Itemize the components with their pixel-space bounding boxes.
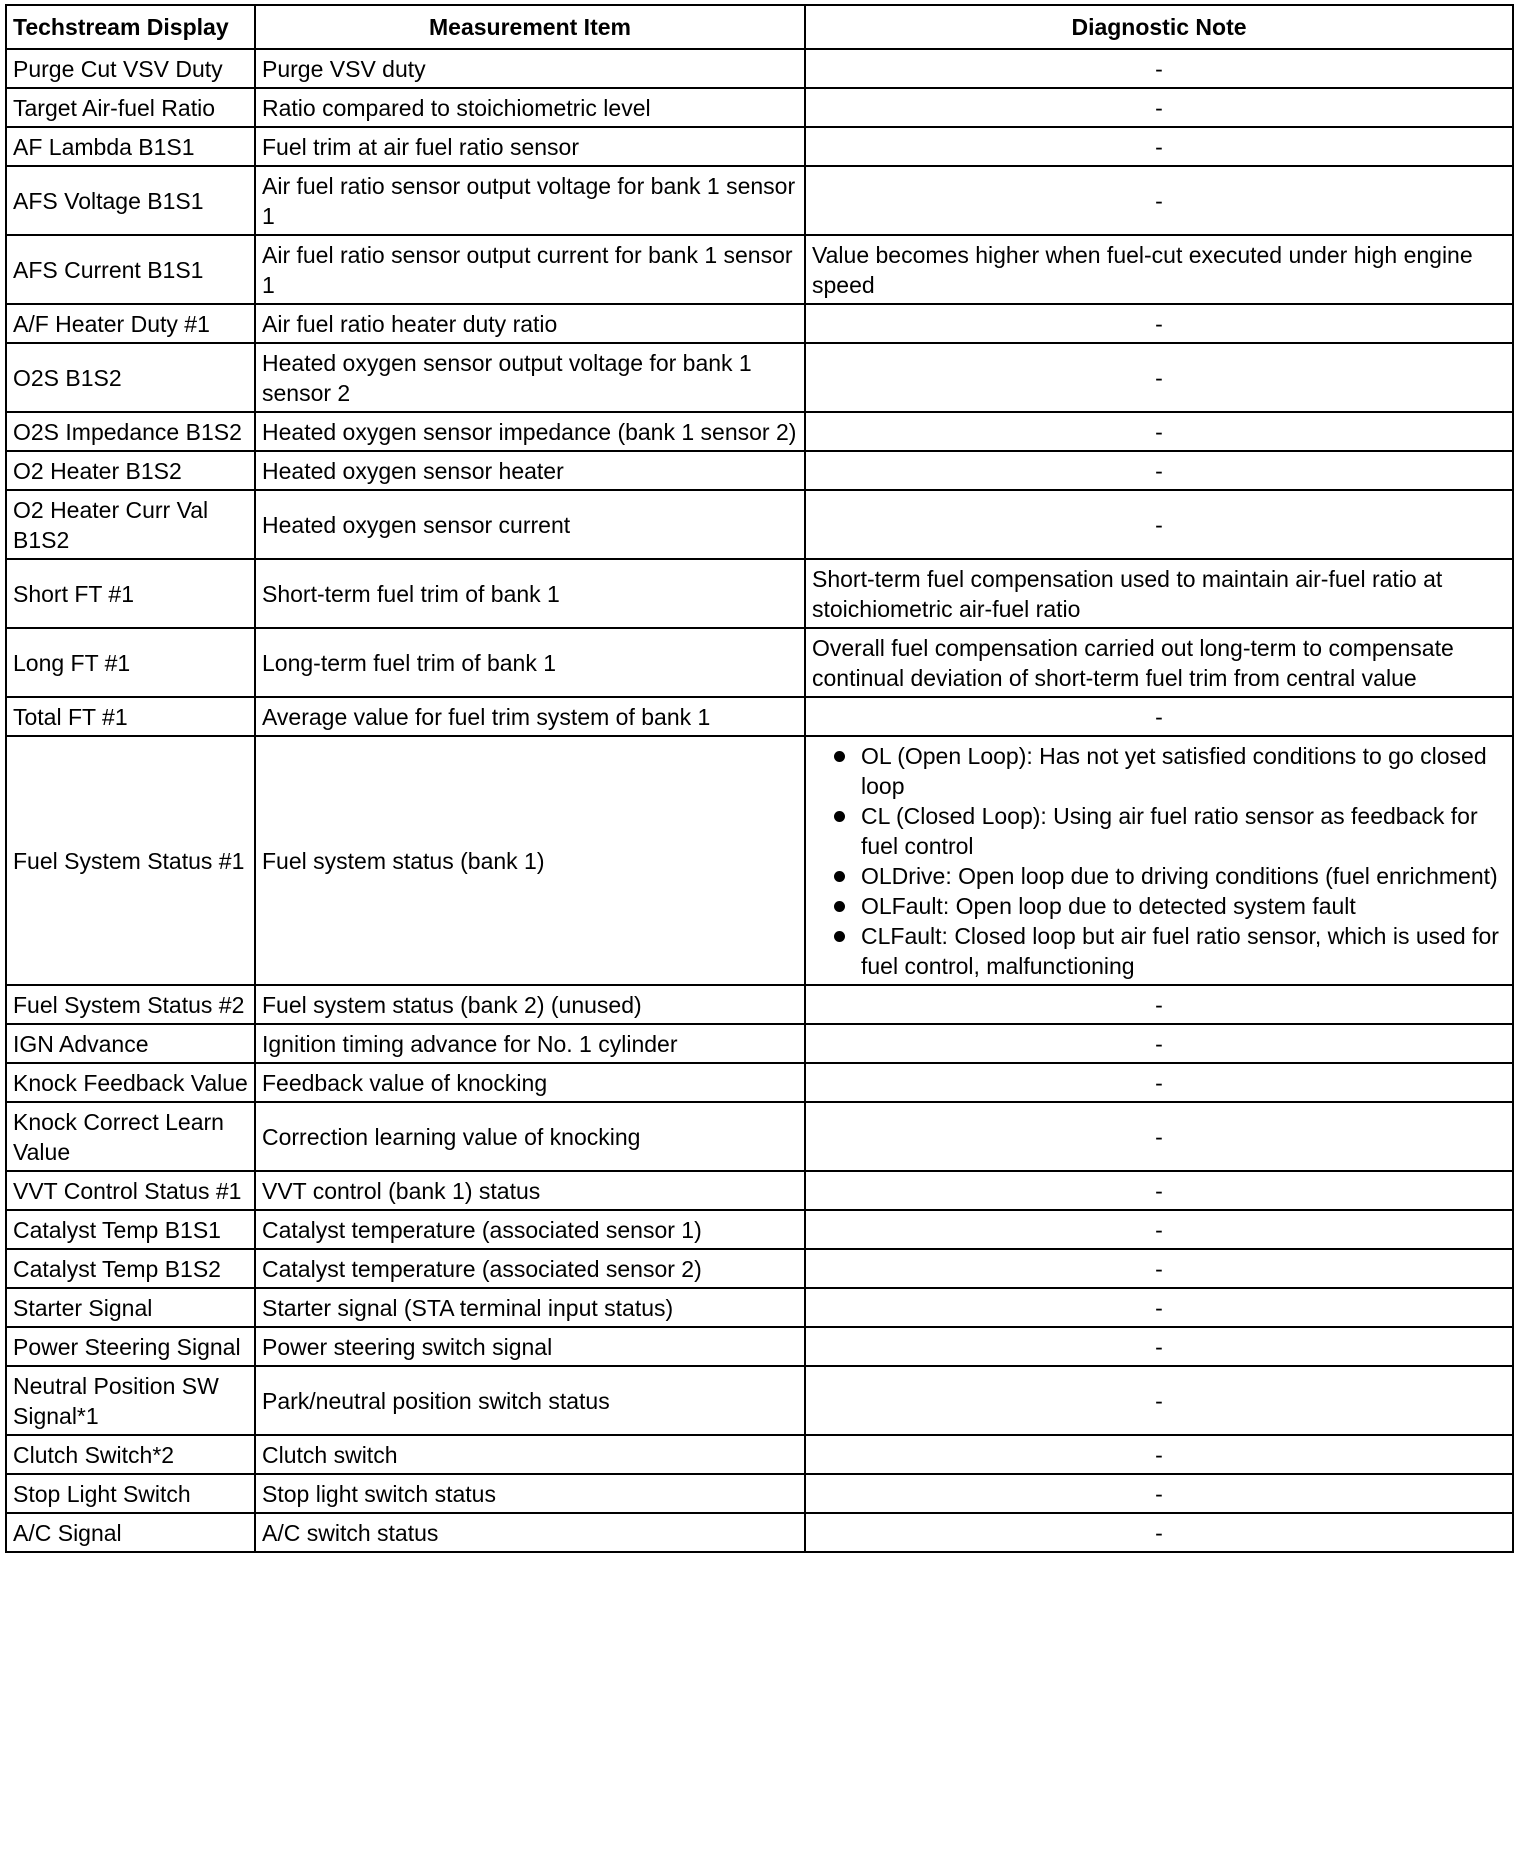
measurement-item-cell: Correction learning value of knocking bbox=[255, 1102, 805, 1171]
table-row bbox=[6, 1327, 1513, 1366]
table-row bbox=[6, 49, 1513, 88]
measurement-item-cell: Power steering switch signal bbox=[255, 1327, 805, 1366]
diagnostic-note-cell: - bbox=[805, 1327, 1513, 1366]
techstream-display-cell: Short FT #1 bbox=[6, 559, 255, 628]
diagnostic-note-cell: - bbox=[805, 1288, 1513, 1327]
measurement-item-cell: Fuel system status (bank 2) (unused) bbox=[255, 985, 805, 1024]
table-row bbox=[6, 736, 1513, 985]
techstream-display-cell: A/F Heater Duty #1 bbox=[6, 304, 255, 343]
table-row bbox=[6, 628, 1513, 697]
list-item-text: OLDrive: Open loop due to driving conditions (fuel enrichment) bbox=[861, 863, 1498, 889]
table-row bbox=[6, 985, 1513, 1024]
diagnostic-note-cell bbox=[805, 736, 1513, 985]
table-row bbox=[6, 451, 1513, 490]
measurement-item-cell: Heated oxygen sensor output voltage for bank 1 sensor 2 bbox=[255, 343, 805, 412]
list-item bbox=[812, 741, 1506, 801]
diagnostic-note-cell: - bbox=[805, 1063, 1513, 1102]
diagnostic-note-cell: - bbox=[805, 412, 1513, 451]
measurement-item-cell: Heated oxygen sensor heater bbox=[255, 451, 805, 490]
table-row bbox=[6, 1210, 1513, 1249]
techstream-display-cell: Knock Feedback Value bbox=[6, 1063, 255, 1102]
measurement-item-cell: Ignition timing advance for No. 1 cylinder bbox=[255, 1024, 805, 1063]
diagnostic-note-cell: - bbox=[805, 49, 1513, 88]
table-row bbox=[6, 1435, 1513, 1474]
list-item bbox=[812, 891, 1506, 921]
header-techstream-display: Techstream Display bbox=[6, 5, 255, 49]
diagnostic-note-cell: - bbox=[805, 1366, 1513, 1435]
techstream-display-cell: Catalyst Temp B1S2 bbox=[6, 1249, 255, 1288]
measurement-item-cell: Heated oxygen sensor current bbox=[255, 490, 805, 559]
bullet-icon bbox=[834, 901, 845, 912]
techstream-display-cell: Catalyst Temp B1S1 bbox=[6, 1210, 255, 1249]
measurement-item-cell: Clutch switch bbox=[255, 1435, 805, 1474]
list-item bbox=[812, 861, 1506, 891]
techstream-display-cell: IGN Advance bbox=[6, 1024, 255, 1063]
list-item-text: CLFault: Closed loop but air fuel ratio sensor, which is used for fuel control, malfunctioning bbox=[861, 923, 1499, 979]
diagnostic-note-cell: Short-term fuel compensation used to maintain air-fuel ratio at stoichiometric air-fuel ratio bbox=[805, 559, 1513, 628]
table-row bbox=[6, 1063, 1513, 1102]
measurement-item-cell: Average value for fuel trim system of bank 1 bbox=[255, 697, 805, 736]
diagnostic-note-cell: - bbox=[805, 1024, 1513, 1063]
measurement-item-cell: A/C switch status bbox=[255, 1513, 805, 1552]
measurement-item-cell: Fuel trim at air fuel ratio sensor bbox=[255, 127, 805, 166]
measurement-item-cell: Short-term fuel trim of bank 1 bbox=[255, 559, 805, 628]
table-row bbox=[6, 1366, 1513, 1435]
diagnostic-note-cell: - bbox=[805, 985, 1513, 1024]
techstream-display-cell: Clutch Switch*2 bbox=[6, 1435, 255, 1474]
techstream-display-cell: VVT Control Status #1 bbox=[6, 1171, 255, 1210]
measurement-item-cell: Feedback value of knocking bbox=[255, 1063, 805, 1102]
table-row bbox=[6, 1024, 1513, 1063]
table-header-row bbox=[6, 5, 1513, 49]
measurement-item-cell: Heated oxygen sensor impedance (bank 1 sensor 2) bbox=[255, 412, 805, 451]
table-row bbox=[6, 1288, 1513, 1327]
list-item bbox=[812, 921, 1506, 981]
diagnostic-note-cell: - bbox=[805, 1102, 1513, 1171]
list-item-text: CL (Closed Loop): Using air fuel ratio sensor as feedback for fuel control bbox=[861, 803, 1478, 859]
measurement-item-cell: Long-term fuel trim of bank 1 bbox=[255, 628, 805, 697]
table-row bbox=[6, 235, 1513, 304]
measurement-item-cell: Starter signal (STA terminal input status) bbox=[255, 1288, 805, 1327]
techstream-display-cell: Total FT #1 bbox=[6, 697, 255, 736]
table-row bbox=[6, 697, 1513, 736]
measurement-item-cell: Catalyst temperature (associated sensor 2) bbox=[255, 1249, 805, 1288]
measurement-item-cell: Ratio compared to stoichiometric level bbox=[255, 88, 805, 127]
techstream-display-cell: AF Lambda B1S1 bbox=[6, 127, 255, 166]
diagnostic-note-cell: - bbox=[805, 697, 1513, 736]
techstream-display-cell: AFS Current B1S1 bbox=[6, 235, 255, 304]
diagnostic-note-cell: - bbox=[805, 127, 1513, 166]
techstream-display-cell: Starter Signal bbox=[6, 1288, 255, 1327]
diagnostic-note-cell: - bbox=[805, 490, 1513, 559]
measurement-item-cell: Stop light switch status bbox=[255, 1474, 805, 1513]
techstream-display-cell: A/C Signal bbox=[6, 1513, 255, 1552]
header-diagnostic-note: Diagnostic Note bbox=[805, 5, 1513, 49]
techstream-display-cell: AFS Voltage B1S1 bbox=[6, 166, 255, 235]
table-row bbox=[6, 304, 1513, 343]
techstream-display-cell: Long FT #1 bbox=[6, 628, 255, 697]
table-row bbox=[6, 166, 1513, 235]
diagnostic-note-cell: - bbox=[805, 1210, 1513, 1249]
techstream-display-cell: O2S B1S2 bbox=[6, 343, 255, 412]
table-row bbox=[6, 1102, 1513, 1171]
bullet-icon bbox=[834, 871, 845, 882]
list-item-text: OLFault: Open loop due to detected system fault bbox=[861, 893, 1356, 919]
diagnostic-note-cell: - bbox=[805, 1171, 1513, 1210]
table-row bbox=[6, 88, 1513, 127]
measurement-item-cell: Fuel system status (bank 1) bbox=[255, 736, 805, 985]
bullet-icon bbox=[834, 931, 845, 942]
techstream-display-cell: O2S Impedance B1S2 bbox=[6, 412, 255, 451]
table-row bbox=[6, 490, 1513, 559]
fuel-status-list bbox=[812, 741, 1506, 981]
measurement-item-cell: Air fuel ratio sensor output voltage for bank 1 sensor 1 bbox=[255, 166, 805, 235]
measurement-item-cell: Air fuel ratio sensor output current for bank 1 sensor 1 bbox=[255, 235, 805, 304]
bullet-icon bbox=[834, 811, 845, 822]
diagnostic-note-cell: Value becomes higher when fuel-cut executed under high engine speed bbox=[805, 235, 1513, 304]
diagnostic-note-cell: - bbox=[805, 343, 1513, 412]
diagnostic-note-cell: - bbox=[805, 1249, 1513, 1288]
diagnostic-note-cell: Overall fuel compensation carried out long-term to compensate continual deviation of short-term fuel trim from central value bbox=[805, 628, 1513, 697]
techstream-display-cell: Stop Light Switch bbox=[6, 1474, 255, 1513]
table-row bbox=[6, 1171, 1513, 1210]
diagnostic-note-cell: - bbox=[805, 451, 1513, 490]
measurement-item-cell: Purge VSV duty bbox=[255, 49, 805, 88]
bullet-icon bbox=[834, 751, 845, 762]
diagnostic-note-cell: - bbox=[805, 88, 1513, 127]
techstream-display-cell: Target Air-fuel Ratio bbox=[6, 88, 255, 127]
table-row bbox=[6, 1249, 1513, 1288]
diagnostic-note-cell: - bbox=[805, 1435, 1513, 1474]
techstream-display-cell: Fuel System Status #2 bbox=[6, 985, 255, 1024]
measurement-item-cell: VVT control (bank 1) status bbox=[255, 1171, 805, 1210]
diagnostic-note-cell: - bbox=[805, 1474, 1513, 1513]
techstream-display-cell: Neutral Position SW Signal*1 bbox=[6, 1366, 255, 1435]
table-row bbox=[6, 343, 1513, 412]
table-row bbox=[6, 559, 1513, 628]
measurement-item-cell: Air fuel ratio heater duty ratio bbox=[255, 304, 805, 343]
diagnostic-note-cell: - bbox=[805, 166, 1513, 235]
list-item bbox=[812, 801, 1506, 861]
techstream-display-cell: O2 Heater Curr Val B1S2 bbox=[6, 490, 255, 559]
techstream-display-cell: Fuel System Status #1 bbox=[6, 736, 255, 985]
table-row bbox=[6, 127, 1513, 166]
techstream-display-cell: Purge Cut VSV Duty bbox=[6, 49, 255, 88]
header-measurement-item: Measurement Item bbox=[255, 5, 805, 49]
techstream-display-cell: O2 Heater B1S2 bbox=[6, 451, 255, 490]
table-row bbox=[6, 1513, 1513, 1552]
list-item-text: OL (Open Loop): Has not yet satisfied conditions to go closed loop bbox=[861, 743, 1487, 799]
techstream-display-cell: Power Steering Signal bbox=[6, 1327, 255, 1366]
measurement-item-cell: Catalyst temperature (associated sensor 1) bbox=[255, 1210, 805, 1249]
measurement-item-cell: Park/neutral position switch status bbox=[255, 1366, 805, 1435]
diagnostic-note-cell: - bbox=[805, 304, 1513, 343]
techstream-display-cell: Knock Correct Learn Value bbox=[6, 1102, 255, 1171]
diagnostic-note-cell: - bbox=[805, 1513, 1513, 1552]
table-row bbox=[6, 412, 1513, 451]
data-list-table bbox=[5, 4, 1514, 1553]
table-body bbox=[6, 49, 1513, 1552]
table-row bbox=[6, 1474, 1513, 1513]
